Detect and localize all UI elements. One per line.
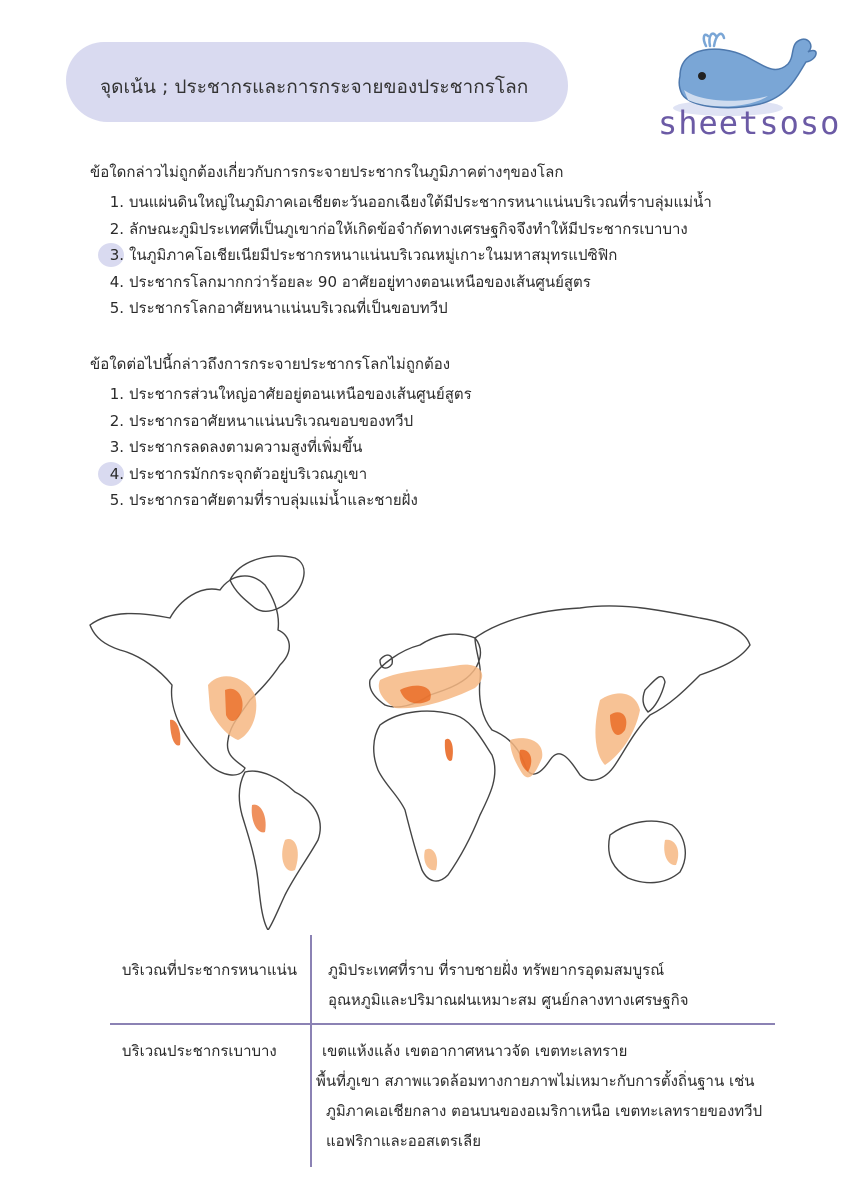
- option-list: [90, 381, 472, 514]
- page-title: จุดเน้น ; ประชากรและการกระจายของประชากรโลก: [100, 76, 529, 98]
- option-item: [104, 189, 712, 216]
- option-text: ประชากรอาศัยตามที่ราบลุ่มแม่น้ำและชายฝั่ง: [129, 491, 418, 509]
- option-item: [104, 487, 472, 514]
- option-item: [104, 434, 472, 461]
- option-number: 5.: [109, 299, 124, 317]
- logo-wordmark: sheetsoso: [658, 104, 841, 142]
- sparse-line: เขตแห้งแล้ง เขตอากาศหนาวจัด เขตทะเลทราย: [322, 1042, 628, 1060]
- option-number: 3.: [109, 438, 124, 456]
- sparse-line: พื้นที่ภูเขา สภาพแวดล้อมทางกายภาพไม่เหมาะกับการตั้งถิ่นฐาน เช่น: [316, 1072, 755, 1090]
- question-prompt: ข้อใดต่อไปนี้กล่าวถึงการกระจายประชากรโลกไม่ถูกต้อง: [90, 355, 451, 373]
- table-horizontal-divider: [110, 1023, 775, 1025]
- option-item: [104, 269, 712, 296]
- option-number: 2.: [109, 411, 124, 430]
- dense-line: ภูมิประเทศที่ราบ ที่ราบชายฝั่ง ทรัพยากรอุดมสมบูรณ์: [328, 961, 665, 979]
- option-number: 1.: [109, 385, 124, 403]
- density-areas: [170, 665, 678, 871]
- option-text: ในภูมิภาคโอเชียเนียมีประชากรหนาแน่นบริเวณหมู่เกาะในมหาสมุทรแปซิฟิก: [129, 246, 618, 264]
- option-text: ประชากรมักกระจุกตัวอยู่บริเวณภูเขา: [129, 464, 368, 483]
- option-item: [104, 381, 472, 408]
- option-number: 2.: [109, 219, 124, 238]
- option-text: ประชากรอาศัยหนาแน่นบริเวณขอบของทวีป: [129, 411, 414, 430]
- option-text: ประชากรโลกมากกว่าร้อยละ 90 อาศัยอยู่ทางตอนเหนือของเส้นศูนย์สูตร: [129, 272, 591, 291]
- option-text: ประชากรส่วนใหญ่อาศัยอยู่ตอนเหนือของเส้นศูนย์สูตร: [129, 385, 472, 403]
- question-prompt: ข้อใดกล่าวไม่ถูกต้องเกี่ยวกับการกระจายประชากรในภูมิภาคต่างๆของโลก: [90, 163, 564, 181]
- option-text: ลักษณะภูมิประเทศที่เป็นภูเขาก่อให้เกิดข้อจำกัดทางเศรษฐกิจจึงทำให้มีประชากรเบาบาง: [129, 219, 688, 238]
- option-text: ประชากรลดลงตามความสูงที่เพิ่มขึ้น: [129, 438, 363, 456]
- option-item: [104, 242, 712, 269]
- option-list: [90, 189, 712, 322]
- option-text: บนแผ่นดินใหญ่ในภูมิภาคเอเชียตะวันออกเฉียงใต้มีประชากรหนาแน่นบริเวณที่ราบลุ่มแม่น้ำ: [129, 193, 712, 211]
- option-number: 1.: [109, 193, 124, 211]
- option-text: ประชากรโลกอาศัยหนาแน่นบริเวณที่เป็นขอบทวีป: [129, 299, 448, 317]
- sparse-line: ภูมิภาคเอเชียกลาง ตอนบนของอเมริกาเหนือ เขตทะเลทรายของทวีป: [326, 1102, 763, 1120]
- dense-line: อุณหภูมิและปริมาณฝนเหมาะสม ศูนย์กลางทางเศรษฐกิจ: [328, 991, 689, 1009]
- north-america-outline: [90, 576, 289, 775]
- option-number: 5.: [109, 491, 124, 509]
- uk-outline: [380, 655, 392, 668]
- option-item: [104, 295, 712, 322]
- greenland-outline: [230, 556, 304, 611]
- table-vertical-divider: [310, 935, 312, 1167]
- japan-outline: [643, 677, 665, 712]
- question-1: [90, 160, 712, 322]
- sparse-label: บริเวณประชากรเบาบาง: [122, 1042, 277, 1060]
- option-number: 3.: [109, 246, 124, 264]
- world-population-density-map: [80, 540, 770, 930]
- sparse-line: แอฟริกาและออสเตรเลีย: [326, 1132, 481, 1150]
- option-number: 4.: [109, 272, 124, 291]
- dense-label: บริเวณที่ประชากรหนาแน่น: [122, 961, 298, 979]
- south-america-outline: [239, 771, 320, 930]
- option-number: 4.: [109, 464, 124, 483]
- option-item: [104, 461, 472, 488]
- question-2: [90, 352, 472, 514]
- option-item: [104, 216, 712, 243]
- option-item: [104, 408, 472, 435]
